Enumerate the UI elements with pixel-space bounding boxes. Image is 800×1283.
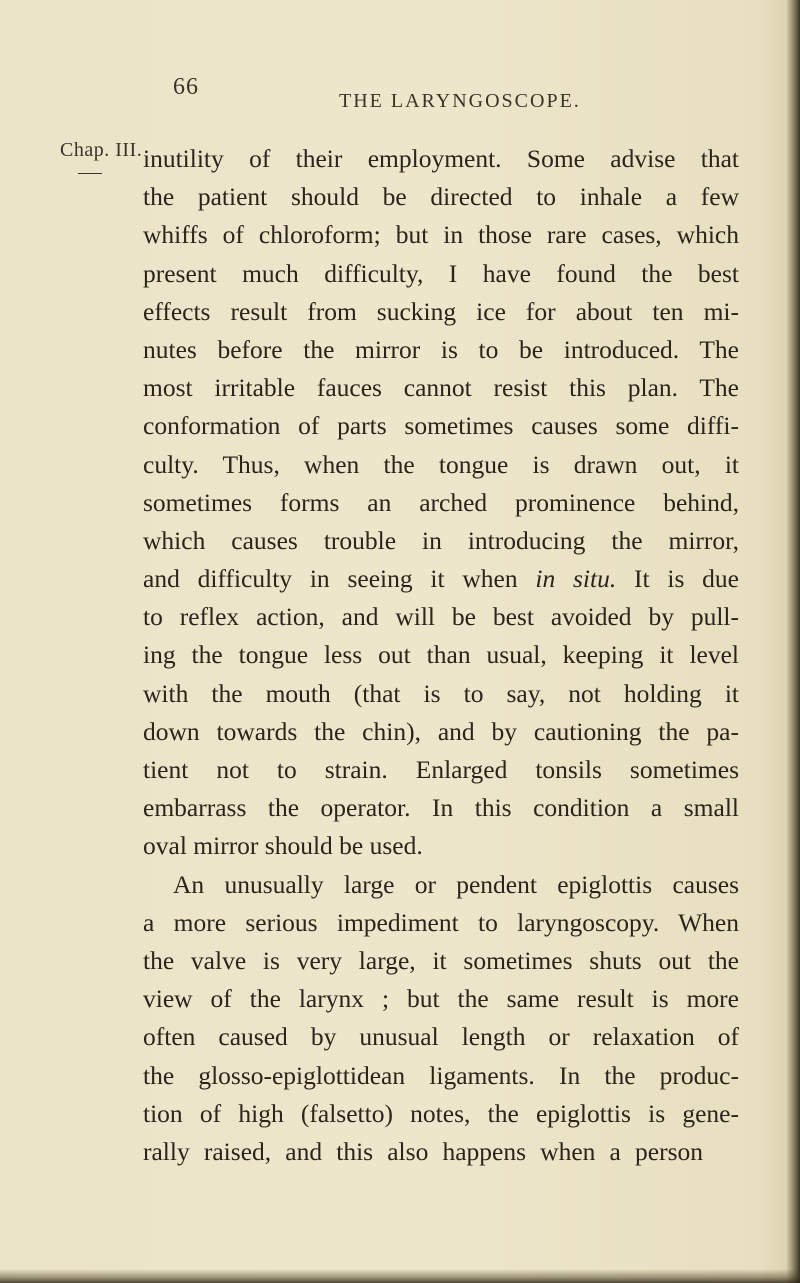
text-line: rally raised, and this also happens when a person (143, 1136, 703, 1166)
text-line: culty. Thus, when the tongue is drawn out, it (143, 449, 739, 479)
text-line: often caused by unusual length or relaxation of (143, 1022, 739, 1052)
text-line: down towards the chin), and by cautioning the pa- (143, 716, 739, 746)
text-line: sometimes forms an arched prominence behind, (143, 487, 739, 517)
text-line: conformation of parts sometimes causes some diffi- (143, 411, 739, 441)
body-text (143, 140, 739, 1171)
text-line: view of the larynx ; but the same result is more (143, 984, 739, 1014)
text-line: with the mouth (that is to say, not holding it (143, 678, 739, 708)
text-line: ing the tongue less out than usual, keeping it level (143, 640, 739, 670)
text-line: oval mirror should be used. (143, 831, 423, 861)
text-line: embarrass the operator. In this condition a small (143, 793, 739, 823)
page-bottom-edge (0, 1269, 800, 1283)
chapter-label-rule (78, 173, 102, 174)
text-line-end: It is due (634, 564, 739, 594)
text-line: a more serious impediment to laryngoscopy. When (143, 907, 739, 937)
italic-phrase: in situ. (535, 564, 617, 594)
text-line: the patient should be directed to inhale a few (143, 182, 739, 212)
running-title: THE LARYNGOSCOPE. (339, 90, 581, 112)
text-line-with-italic (143, 560, 739, 598)
text-line: which causes trouble in introducing the mirror, (143, 525, 739, 555)
text-line: inutility of their employment. Some advise that (143, 144, 739, 173)
page-number: 66 (173, 74, 199, 100)
text-line: whiffs of chloroform; but in those rare cases, which (143, 220, 739, 250)
text-line: most irritable fauces cannot resist this plan. The (143, 373, 739, 403)
chapter-label: Chap. III. (60, 139, 143, 161)
text-line: to reflex action, and will be best avoided by pull- (143, 602, 739, 632)
page-edge-shadow (786, 0, 800, 1283)
text-line: effects result from sucking ice for about ten mi- (143, 296, 739, 326)
text-line: tient not to strain. Enlarged tonsils sometimes (143, 755, 739, 784)
paragraph-first-line: An unusually large or pendent epiglottis causes (173, 869, 739, 899)
text-line-start: and difficulty in seeing it when (143, 564, 518, 594)
text-line: the valve is very large, it sometimes shuts out the (143, 945, 739, 975)
text-line: nutes before the mirror is to be introduced. The (143, 334, 739, 364)
text-line: the glosso-epiglottidean ligaments. In the produc- (143, 1060, 739, 1090)
text-line: present much difficulty, I have found the best (143, 258, 739, 288)
text-line: tion of high (falsetto) notes, the epiglottis is gene- (143, 1098, 739, 1128)
